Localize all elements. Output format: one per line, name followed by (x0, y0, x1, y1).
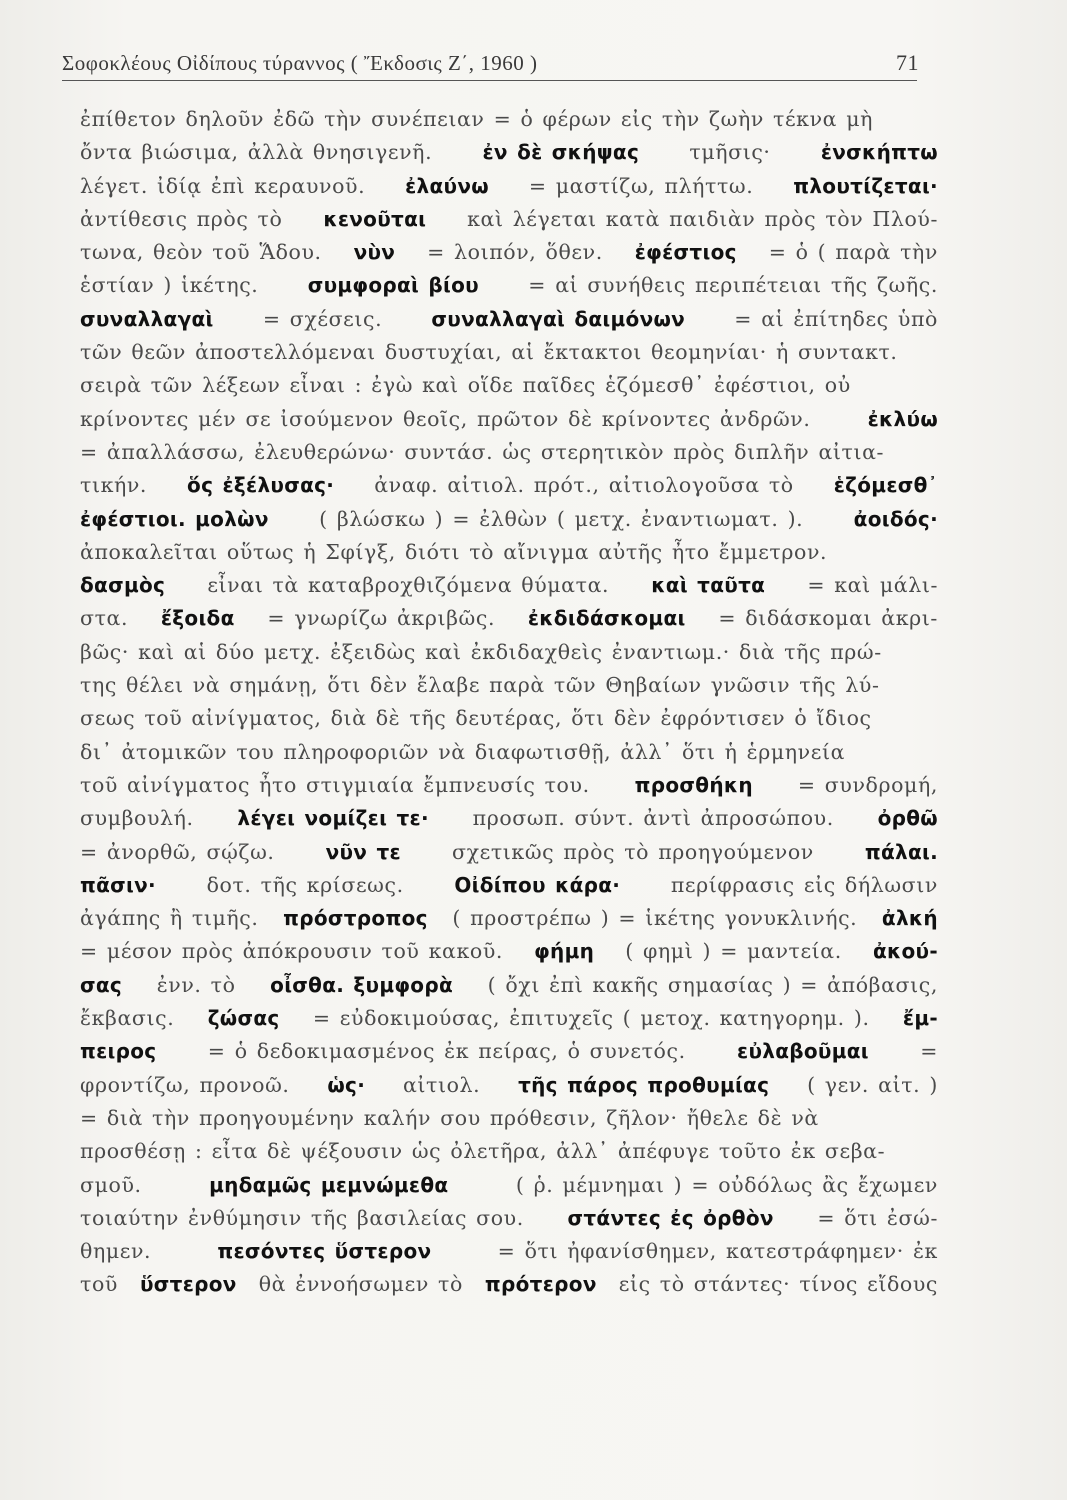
running-header (62, 40, 917, 81)
gloss-text: καὶ λέγεται κατὰ παιδιὰν πρὸς τὸν Πλού- (467, 206, 938, 231)
text-line (80, 303, 938, 336)
gloss-text: ὄντα βιώσιμα, ἀλλὰ θνησιγενῆ. (80, 140, 433, 165)
text-line (80, 902, 938, 935)
text-line (80, 769, 938, 802)
lemma-term: νῦν τε (325, 839, 401, 864)
gloss-text: ( ῥ. μέμνημαι ) = οὐδόλως ἂς ἔχωμεν (515, 1172, 938, 1197)
text-line (80, 136, 938, 169)
gloss-text: = ὁ δεδοκιμασμένος ἐκ πείρας, ὁ συνετός. (207, 1039, 686, 1064)
lemma-term: ὡς· (327, 1072, 366, 1097)
gloss-text: τοιαύτην ἐνθύμησιν τῆς βασιλείας σου. (80, 1205, 524, 1230)
gloss-text: = ὁ ( παρὰ τὴν (768, 240, 938, 265)
gloss-text: = μέσον πρὸς ἀπόκρουσιν τοῦ κακοῦ. (80, 939, 504, 964)
lemma-term: μηδαμῶς μεμνώμεθα (209, 1172, 449, 1197)
lemma-term: ἐφέστιος (634, 240, 737, 265)
gloss-text: ἀναφ. αἰτιολ. πρότ., αἰτιολογοῦσα τὸ (374, 473, 794, 498)
gloss-text: = αἱ ἐπίτηδες ὑπὸ (734, 306, 938, 331)
text-line (80, 436, 938, 469)
lemma-term: πάλαι. (864, 839, 938, 864)
lemma-term: πειρος (80, 1039, 157, 1064)
lemma-term: ἐκδιδάσκομαι (527, 606, 686, 631)
text-line (80, 203, 938, 236)
gloss-text: = διὰ τὴν προηγουμένην καλήν σου πρόθεσιν, ζῆλον· ἤθελε δὲ νὰ (80, 1105, 819, 1130)
gloss-text: = μαστίζω, πλήττω. (528, 173, 754, 198)
gloss-text: θημεν. (80, 1239, 152, 1264)
lemma-term: ζώσας (207, 1006, 280, 1031)
lemma-term: Οἰδίπου κάρα· (454, 872, 621, 897)
gloss-text: τοῦ (80, 1272, 118, 1297)
gloss-text: = γνωρίζω ἀκριβῶς. (267, 606, 496, 631)
lemma-term: προσθήκη (634, 772, 753, 797)
gloss-text: εἰς τὸ στάντες· τίνος εἴδους (618, 1272, 938, 1297)
lemma-term: ὅς ἐξέλυσας· (187, 473, 335, 498)
gloss-text: θὰ ἐννοήσωμεν τὸ (258, 1272, 463, 1297)
text-line (80, 103, 938, 136)
gloss-text: τοῦ αἰνίγματος ἦτο στιγμιαία ἔμπνευσίς του. (80, 772, 590, 797)
text-line (80, 636, 938, 669)
page-number: 71 (896, 50, 919, 75)
lemma-term: δασμὸς (80, 573, 166, 598)
gloss-text: = ὅτι ἠφανίσθημεν, κατεστράφημεν· ἐκ (497, 1239, 938, 1264)
text-line (80, 1102, 938, 1135)
lemma-term: οἶσθα. ξυμφορὰ (270, 972, 454, 997)
gloss-text: κρίνοντες μέν σε ἰσούμενον θεοῖς, πρῶτον δὲ κρίνοντες ἀνδρῶν. (80, 406, 811, 431)
text-line (80, 236, 938, 269)
gloss-text: λέγετ. ἰδίᾳ ἐπὶ κεραυνοῦ. (80, 173, 366, 198)
gloss-text: = εὐδοκιμούσας, ἐπιτυχεῖς ( μετοχ. κατηγορημ. ). (312, 1006, 870, 1031)
gloss-text: = συνδρομή, (797, 772, 938, 797)
lemma-term: νὺν (353, 240, 396, 265)
gloss-text: φροντίζω, προνοῶ. (80, 1072, 290, 1097)
lemma-term: κενοῦται (323, 206, 427, 231)
text-line (80, 269, 938, 302)
gloss-text: της θέλει νὰ σημάνῃ, ὅτι δὲν ἔλαβε παρὰ τῶν Θηβαίων γνῶσιν τῆς λύ- (80, 673, 880, 698)
lemma-term: ἐλαύνω (405, 173, 489, 198)
text-line (80, 336, 938, 369)
commentary-text (80, 103, 938, 1302)
lemma-term: ἐφέστιοι. μολὼν (80, 506, 269, 531)
gloss-text: ἀγάπης ἢ τιμῆς. (80, 906, 259, 931)
lemma-term: σας (80, 972, 123, 997)
lemma-term: τῆς πάρος προθυμίας (518, 1072, 770, 1097)
text-line (80, 836, 938, 869)
lemma-term: συμφοραὶ βίου (307, 273, 479, 298)
text-line (80, 403, 938, 436)
gloss-text: τμῆσις· (689, 140, 771, 165)
gloss-text: = λοιπόν, ὅθεν. (427, 240, 603, 265)
gloss-text: σειρὰ τῶν λέξεων εἶναι : ἐγὼ καὶ οἵδε παῖδες ἑζόμεσθ᾽ ἐφέστιοι, οὐ (80, 373, 851, 398)
gloss-text: τῶν θεῶν ἀποστελλόμεναι δυστυχίαι, αἱ ἔκτακτοι θεομηνίαι· ἡ συντακτ. (80, 340, 898, 365)
gloss-text: τωνα, θεὸν τοῦ Ἅδου. (80, 240, 322, 265)
gloss-text: ἀντίθεσις πρὸς τὸ (80, 206, 283, 231)
text-line (80, 702, 938, 735)
gloss-text: ( βλώσκω ) = ἐλθὼν ( μετχ. ἐναντιωματ. ). (319, 506, 804, 531)
gloss-text: προσθέσῃ : εἶτα δὲ ψέξουσιν ὡς ὀλετῆρα, ἀλλ᾽ ἀπέφυγε τοῦτο ἐκ σεβα- (80, 1139, 886, 1164)
gloss-text: ἐπίθετον δηλοῦν ἐδῶ τὴν συνέπειαν = ὁ φέρων εἰς τὴν ζωὴν τέκνα μὴ (80, 107, 874, 131)
text-line (80, 869, 938, 902)
gloss-text: τικήν. (80, 473, 148, 498)
text-line (80, 736, 938, 769)
running-title: Σοφοκλέους Οἰδίπους τύραννος ( Ἔκδοσις Ζ΄, 1960 ) (62, 51, 538, 75)
lemma-term: στάντες ἐς ὀρθὸν (567, 1205, 774, 1230)
text-line (80, 503, 938, 536)
lemma-term: πλουτίζεται· (793, 173, 938, 198)
lemma-term: συναλλαγαὶ δαιμόνων (431, 306, 686, 331)
lemma-term: καὶ ταῦτα (651, 573, 766, 598)
text-line (80, 170, 938, 203)
text-line (80, 935, 938, 968)
text-line (80, 669, 938, 702)
gloss-text: αἰτιολ. (402, 1072, 481, 1097)
lemma-term: εὐλαβοῦμαι (737, 1039, 869, 1064)
text-line (80, 469, 938, 502)
gloss-text: εἶναι τὰ καταβροχθιζόμενα θύματα. (207, 573, 610, 598)
text-line (80, 569, 938, 602)
text-line (80, 369, 938, 402)
lemma-term: λέγει νομίζει τε· (237, 806, 429, 831)
gloss-text: ( γεν. αἰτ. ) (807, 1072, 938, 1097)
lemma-term: ἐν δὲ σκήψας (482, 140, 640, 165)
lemma-term: ὕστερον (139, 1272, 237, 1297)
lemma-term: ἔμ- (902, 1006, 938, 1031)
text-line (80, 1135, 938, 1168)
gloss-text: ἑστίαν ) ἱκέτης. (80, 273, 259, 298)
lemma-term: πεσόντες ὕστερον (217, 1239, 432, 1264)
text-line (80, 1169, 938, 1202)
gloss-text: ἐνν. τὸ (156, 972, 236, 997)
gloss-text: στα. (80, 606, 129, 631)
lemma-term: συναλλαγαὶ (80, 306, 214, 331)
lemma-term: ὀρθῶ (877, 806, 938, 831)
lemma-term: ἀκού- (872, 939, 938, 964)
gloss-text: ( ὄχι ἐπὶ κακῆς σημασίας ) = ἀπόβασις, (487, 972, 938, 997)
lemma-term: ἀοιδός· (853, 506, 938, 531)
text-line (80, 602, 938, 635)
gloss-text: ( φημὶ ) = μαντεία. (625, 939, 842, 964)
text-line (80, 536, 938, 569)
text-line (80, 1069, 938, 1102)
gloss-text: ( προστρέπω ) = ἱκέτης γονυκλινής. (452, 906, 858, 931)
gloss-text: βῶς· καὶ αἱ δύο μετχ. ἐξειδὼς καὶ ἐκδιδαχθεὶς ἐναντιωμ.· διὰ τῆς πρώ- (80, 639, 882, 664)
text-line (80, 802, 938, 835)
gloss-text: σεως τοῦ αἰνίγματος, διὰ δὲ τῆς δευτέρας, ὅτι δὲν ἐφρόντισεν ὁ ἴδιος (80, 706, 872, 731)
gloss-text: σχετικῶς πρὸς τὸ προηγούμενον (452, 839, 814, 864)
gloss-text: = καὶ μάλι- (807, 573, 938, 598)
text-line (80, 1268, 938, 1301)
gloss-text: = ἀπαλλάσσω, ἐλευθερώνω· συντάσ. ὡς στερητικὸν πρὸς διπλῆν αἰτια- (80, 439, 885, 464)
gloss-text: περίφρασις εἰς δήλωσιν (670, 872, 938, 897)
gloss-text: = αἱ συνήθεις περιπέτειαι τῆς ζωῆς. (528, 273, 938, 298)
gloss-text: ἔκβασις. (80, 1006, 175, 1031)
lemma-term: φήμη (534, 939, 595, 964)
gloss-text: προσωπ. σύντ. ἀντὶ ἀπροσώπου. (472, 806, 834, 831)
text-line (80, 1035, 938, 1068)
gloss-text: = ὅτι ἐσώ- (817, 1205, 938, 1230)
lemma-term: πρότερον (484, 1272, 597, 1297)
gloss-text: = διδάσκομαι ἀκρι- (718, 606, 938, 631)
gloss-text: = (920, 1039, 938, 1064)
text-line (80, 969, 938, 1002)
gloss-text: συμβουλή. (80, 806, 194, 831)
gloss-text: δοτ. τῆς κρίσεως. (206, 872, 404, 897)
gloss-text: = ἀνορθῶ, σῴζω. (80, 839, 275, 864)
lemma-term: πρόστροπος (283, 906, 428, 931)
text-line (80, 1002, 938, 1035)
lemma-term: ἐκλύω (867, 406, 938, 431)
text-line (80, 1202, 938, 1235)
gloss-text: δι᾽ ἀτομικῶν του πληροφοριῶν νὰ διαφωτισθῇ, ἀλλ᾽ ὅτι ἡ ἑρμηνεία (80, 739, 846, 764)
lemma-term: ἀλκή (881, 906, 938, 931)
lemma-term: ἐνσκήπτω (820, 140, 938, 165)
text-line (80, 1235, 938, 1268)
lemma-term: ἑζόμεσθ᾽ (833, 473, 938, 498)
lemma-term: ἔξοιδα (160, 606, 235, 631)
lemma-term: πᾶσιν· (80, 872, 156, 897)
gloss-text: = σχέσεις. (262, 306, 383, 331)
gloss-text: σμοῦ. (80, 1172, 142, 1197)
gloss-text: ἀποκαλεῖται οὕτως ἡ Σφίγξ, διότι τὸ αἴνιγμα αὐτῆς ἦτο ἔμμετρον. (80, 539, 828, 564)
